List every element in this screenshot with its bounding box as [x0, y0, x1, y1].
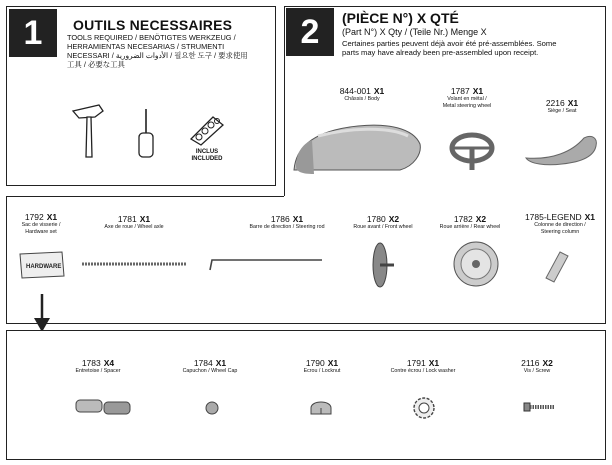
hardware-bag-icon [18, 250, 68, 280]
part-spacer: 1783 X4 Entretoise / Spacer [75, 358, 121, 374]
tools-line: TOOLS REQUIRED / BENÖTIGTES WERKZEUG / [67, 33, 236, 42]
tools-required-panel [6, 6, 276, 186]
part-body: 844-001 X1 Châssis / Body [339, 86, 385, 102]
wrench-icon [187, 113, 227, 147]
part-wheel-axle: 1781 X1 Axe de roue / Wheel axle [104, 214, 164, 230]
step-number-2: 2 [286, 8, 334, 56]
part-screw: 2116 X2 Vis / Screw [521, 358, 553, 374]
steering-rod-icon [206, 256, 326, 274]
seat-icon [522, 130, 602, 170]
lock-washer-icon [412, 396, 436, 420]
locknut-icon [308, 396, 334, 418]
wheel-cap-icon [204, 400, 220, 416]
parts-note: Certaines parties peuvent déjà avoir été pré-assemblées. Some parts may have already been pre-assembled upon receipt. [342, 39, 557, 57]
spacer-icon [74, 396, 134, 418]
tools-title: OUTILS NECESSAIRES [73, 17, 233, 33]
steering-column-icon [542, 250, 572, 286]
part-wheel-cap: 1784 X1 Capuchon / Wheel Cap [182, 358, 238, 374]
part-steering-column: 1785-LEGEND X1 Colonne de direction / Steering column [524, 212, 596, 235]
step-number-1: 1 [9, 9, 57, 57]
hammer-icon [69, 101, 109, 161]
rear-wheel-icon [452, 240, 502, 290]
hardware-bag-text: HARDWARE [26, 264, 62, 270]
part-seat: 2216 X1 Siège / Seat [545, 98, 579, 114]
part-steering-wheel: 1787 X1 Volant en métal / Metal steering wheel [442, 86, 492, 109]
screw-icon [522, 400, 556, 414]
part-lock-washer: 1791 X1 Contre écrou / Lock washer [390, 358, 456, 374]
steering-wheel-icon [448, 132, 498, 172]
part-locknut: 1790 X1 Ecrou / Locknut [303, 358, 341, 374]
tools-subtitle [67, 33, 282, 69]
body-chassis-icon [288, 114, 428, 184]
tools-line: HERRAMIENTAS NECESARIAS / STRUMENTI [67, 42, 225, 51]
included-label: INCLUS INCLUDED [191, 149, 223, 162]
front-wheel-icon [368, 240, 398, 290]
parts-title: (PIÈCE N°) X QTÉ [342, 10, 459, 26]
parts-subtitle: (Part N°) X Qty / (Teile Nr.) Menge X [342, 27, 487, 37]
tools-line: NECESSARI / الأدوات الضرورية / 필요한 도구 / 要求使用 [67, 51, 248, 60]
wheel-axle-icon [80, 258, 190, 270]
part-rear-wheel: 1782 X2 Roue arrière / Rear wheel [439, 214, 501, 230]
hardware-panel [6, 330, 606, 460]
part-hardware-set: 1792 X1 Sac de visserie / Hardware set [21, 212, 61, 235]
tools-line: 工具 / 必要な工具 [67, 60, 125, 69]
part-steering-rod: 1786 X1 Barre de direction / Steering rod [249, 214, 325, 230]
parts-panel-border [6, 196, 284, 197]
screwdriver-icon [134, 107, 158, 167]
part-front-wheel: 1780 X2 Roue avant / Front wheel [353, 214, 413, 230]
